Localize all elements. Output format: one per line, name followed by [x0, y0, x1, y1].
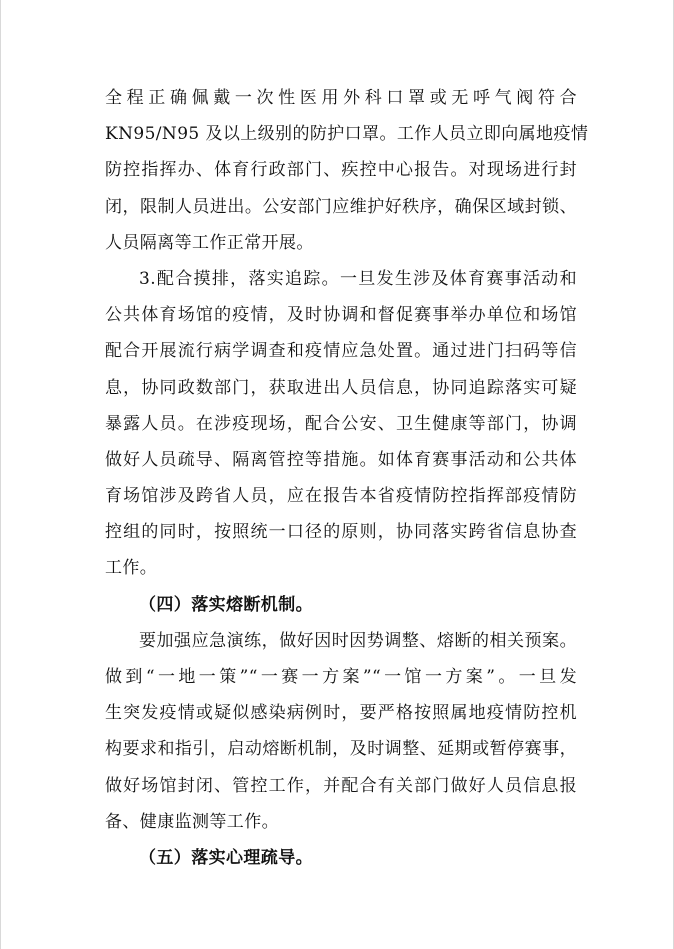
text-line: 要加强应急演练，做好因时因势调整、熔断的相关预案。 [139, 630, 577, 651]
text-line: 全程正确佩戴一次性医用外科口罩或无呼气阀符合 [105, 88, 577, 108]
text-line: 人员隔离等工作正常开展。 [105, 232, 314, 253]
text-line: 暴露人员。在涉疫现场，配合公安、卫生健康等部门，协调 [105, 413, 577, 434]
paragraph-circuit-breaker [105, 623, 577, 840]
text-line: KN95/N95 及以上级别的防护口罩。工作人员立即向属地疫情 [105, 124, 589, 145]
text-line: 防控指挥办、体育行政部门、疾控中心报告。对现场进行封 [105, 160, 577, 181]
text-line: 备、健康监测等工作。 [105, 811, 279, 832]
text-line: 3.配合摸排，落实追踪。一旦发生涉及体育赛事活动和 [139, 268, 577, 289]
text-line: 构要求和指引，启动熔断机制，及时调整、延期或暂停赛事， [105, 739, 577, 760]
text-line: 息，协同政数部门，获取进出人员信息，协同追踪落实可疑 [105, 377, 577, 398]
text-line: 做到“一地一策”“一赛一方案”“一馆一方案”。一旦发 [105, 667, 577, 687]
text-line: 生突发疫情或疑似感染病例时，要严格按照属地疫情防控机 [105, 703, 577, 724]
section-heading-psychological-counseling: （五）落实心理疏导。 [139, 847, 313, 868]
document-body [105, 80, 589, 876]
text-line: 做好人员疏导、隔离管控等措施。如体育赛事活动和公共体 [105, 449, 577, 470]
text-line: 育场馆涉及跨省人员，应在报告本省疫情防控指挥部疫情防 [105, 486, 577, 507]
section-heading-circuit-breaker: （四）落实熔断机制。 [139, 594, 313, 615]
text-line: 工作。 [105, 558, 158, 579]
text-line: 配合开展流行病学调查和疫情应急处置。通过进门扫码等信 [105, 341, 577, 362]
text-line: 控组的同时，按照统一口径的原则，协同落实跨省信息协查 [105, 522, 577, 543]
paragraph-tracing [105, 261, 577, 587]
text-line: 公共体育场馆的疫情，及时协调和督促赛事举办单位和场馆 [105, 305, 577, 326]
text-line: 做好场馆封闭、管控工作，并配合有关部门做好人员信息报 [105, 775, 577, 796]
paragraph-mask-requirements [105, 80, 589, 261]
text-line: 闭，限制人员进出。公安部门应维护好秩序，确保区域封锁、 [105, 196, 577, 217]
